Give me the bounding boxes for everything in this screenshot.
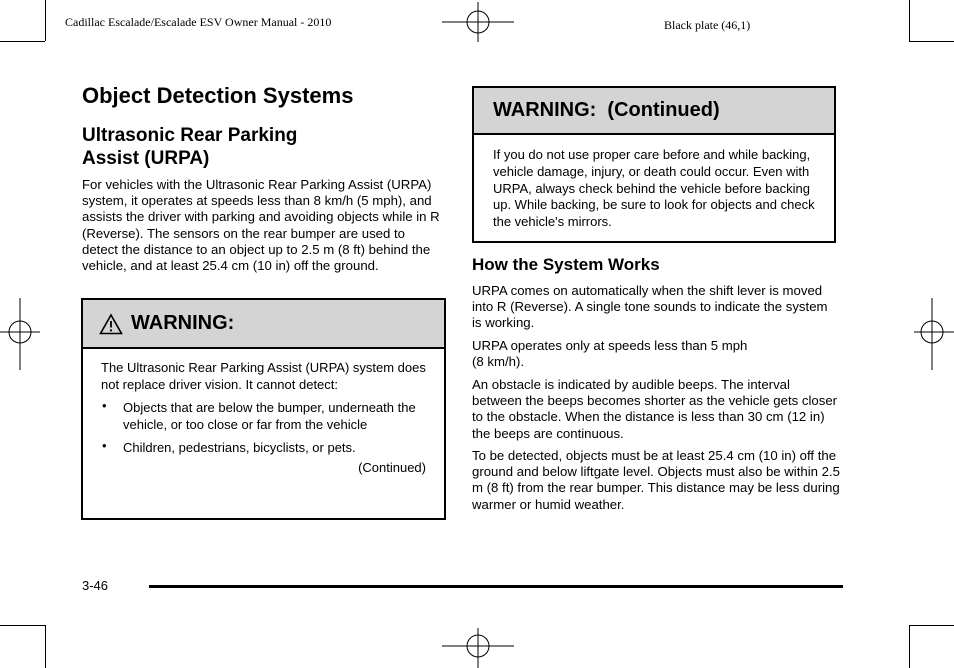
warning-continued-body: If you do not use proper care before and while backing, vehicle damage, injury, or death could occur. Even with URPA, always check behind the vehicle before backing up. While backing, be sure to look for objects and check the vehicle's mirrors. [493,147,815,230]
paragraph: URPA operates only at speeds less than 5 mph (8 km/h). [472,338,748,370]
warning-box [81,298,446,520]
crop-mark [0,625,45,626]
warning-text: The Ultrasonic Rear Parking Assist (URPA) system does not replace driver vision. It cannot detect: [101,360,426,392]
paragraph: An obstacle is indicated by audible beeps. The interval between the beeps becomes shorter as the vehicle gets closer to the obstacle. When the distance is less than 30 cm (12 in) the beeps are continuous. [472,377,838,441]
registration-mark-left [0,298,42,370]
registration-mark-bottom [442,626,514,668]
crop-mark [909,625,910,668]
warning-continued-header [474,88,834,135]
warning-title: WARNING: [131,312,235,334]
footer-rule [149,585,843,588]
bullet-text: Children, pedestrians, bicyclists, or pets. [123,440,356,455]
continued-label: (Continued) [358,460,426,475]
list-item [101,399,426,433]
crop-mark [909,625,954,626]
list-item [101,439,426,456]
bullet-icon: • [102,438,107,453]
warning-header [83,300,444,349]
section-title: Object Detection Systems [82,83,354,108]
registration-mark-right [912,298,954,370]
warning-body [83,349,444,476]
crop-mark [45,625,46,668]
registration-mark-top [442,2,514,46]
paragraph: To be detected, objects must be at least 25.4 cm (10 in) off the ground and below liftgate level. Objects must also be within 2.5 m (8 ft) from the rear bumper. This distance may be less during warmer or humid weather. [472,448,840,512]
warning-triangle-icon [99,313,123,335]
bullet-icon: • [102,398,107,413]
bullet-text: Objects that are below the bumper, underneath the vehicle, or too close or far from the vehicle [123,400,416,432]
urpa-heading: Ultrasonic Rear Parking Assist (URPA) [82,125,298,169]
crop-mark [909,0,910,41]
crop-mark [0,41,45,42]
warning-continued-title: WARNING: (Continued) [493,99,720,121]
how-system-works-heading: How the System Works [472,255,660,274]
plate-label: Black plate (46,1) [664,18,751,32]
crop-mark [909,41,954,42]
page-number: 3-46 [82,578,109,593]
urpa-intro: For vehicles with the Ultrasonic Rear Parking Assist (URPA) system, it operates at speeds less than 8 km/h (5 mph), and assists the driver with parking and avoiding objects while in R (Reverse). The sensors on the rear bumper are used to detect the distance to an object up to 2.5 m (8 ft) behind the vehicle, and at least 25.4 cm (10 in) off the ground. [82,177,440,274]
manual-title: Cadillac Escalade/Escalade ESV Owner Manual - 2010 [65,15,332,29]
warning-continued-box [472,86,836,243]
crop-mark [45,0,46,41]
paragraph: URPA comes on automatically when the shift lever is moved into R (Reverse). A single tone sounds to indicate the system is working. [472,283,828,331]
